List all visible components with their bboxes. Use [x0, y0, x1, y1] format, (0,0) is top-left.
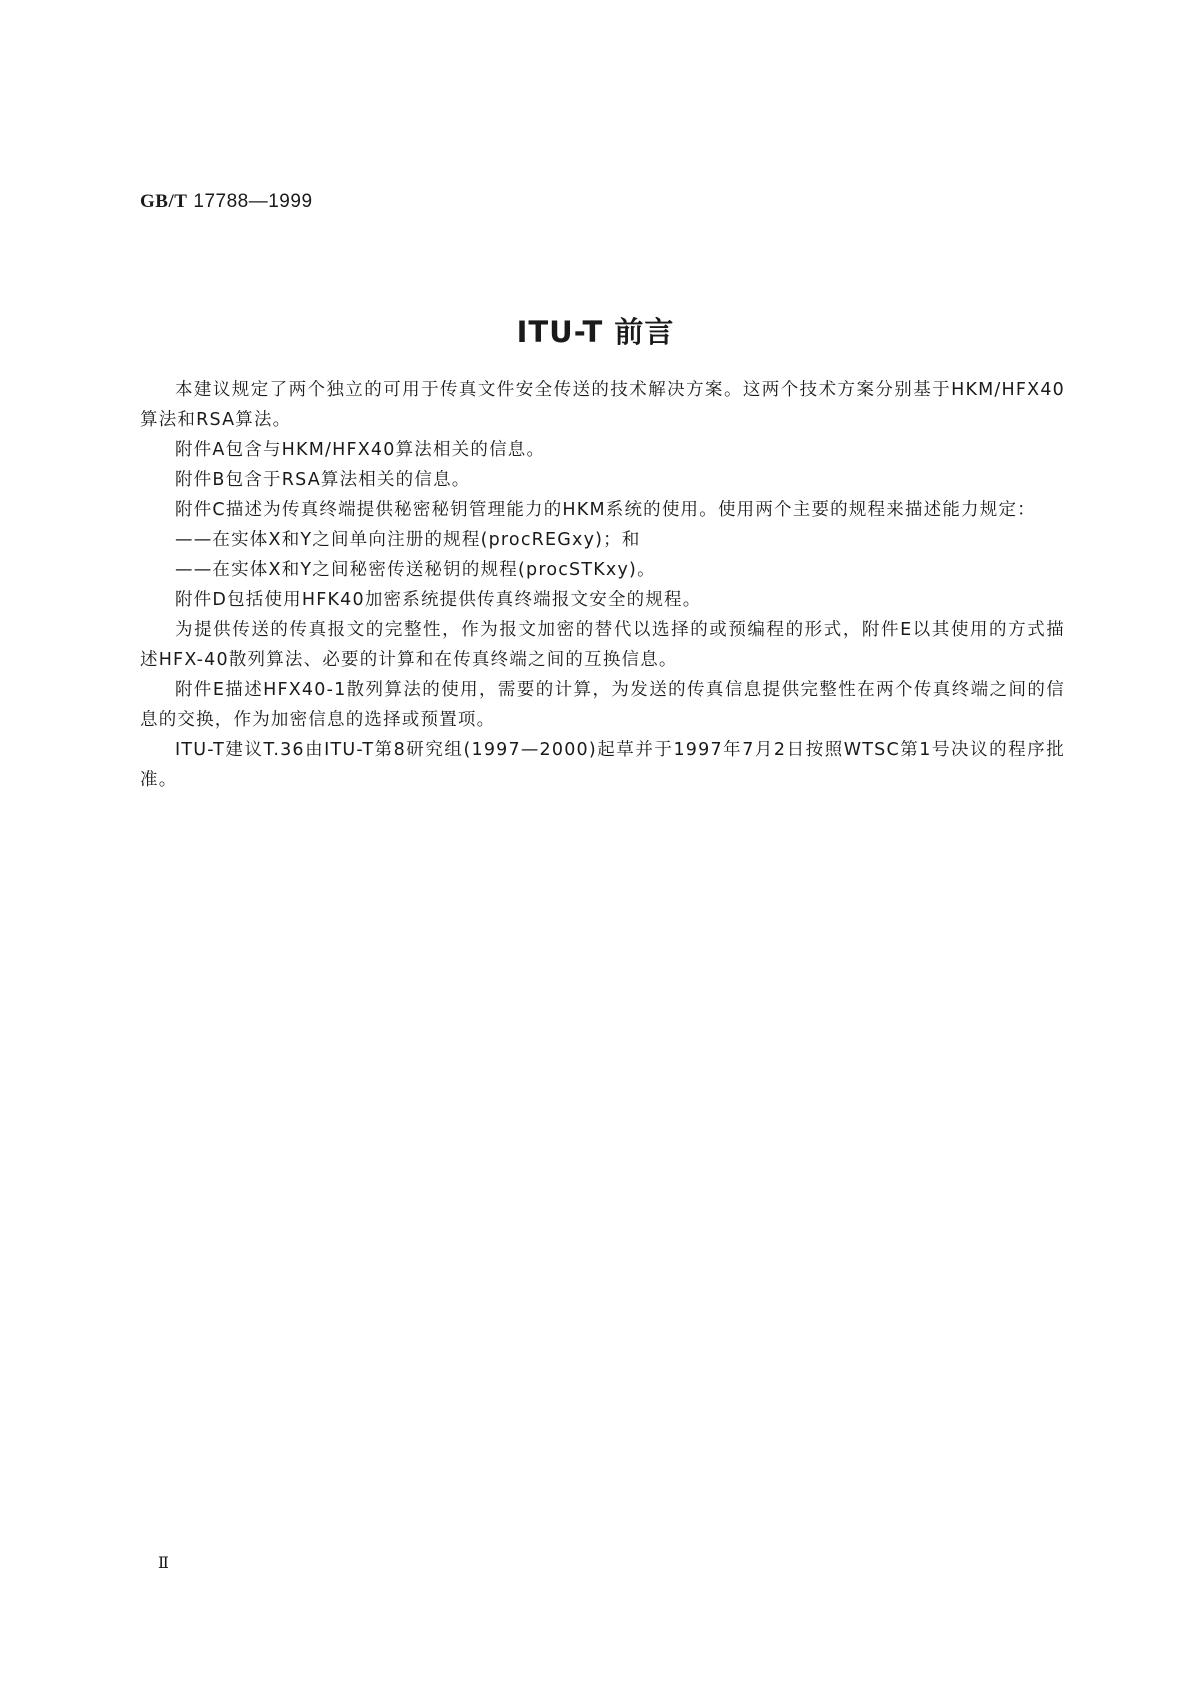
standard-prefix: GB/T	[140, 191, 188, 212]
paragraph: 附件C描述为传真终端提供秘密秘钥管理能力的HKM系统的使用。使用两个主要的规程来描述能力规定：	[175, 500, 1036, 520]
paragraph: 附件A包含与HKM/HFX40算法相关的信息。	[175, 440, 546, 460]
paragraph: 附件B包含于RSA算法相关的信息。	[175, 470, 471, 490]
body-text	[140, 375, 1065, 795]
standard-code	[140, 190, 313, 213]
list-item: ——在实体X和Y之间单向注册的规程(procREGxy)；和	[175, 530, 641, 550]
paragraph: 附件E描述HFX40-1散列算法的使用，需要的计算，为发送的传真信息提供完整性在两个传真终端之间的信息的交换，作为加密信息的选择或预置项。	[140, 680, 1065, 730]
paragraph: 附件D包括使用HFK40加密系统提供传真终端报文安全的规程。	[175, 590, 702, 610]
list-item: ——在实体X和Y之间秘密传送秘钥的规程(procSTKxy)。	[175, 560, 656, 580]
page-title: ITU-T 前言	[516, 315, 675, 349]
page-number: Ⅱ	[158, 1553, 169, 1572]
paragraph: ITU-T建议T.36由ITU-T第8研究组(1997—2000)起草并于1997年7月2日按照WTSC第1号决议的程序批准。	[140, 740, 1065, 790]
paragraph: 为提供传送的传真报文的完整性，作为报文加密的替代以选择的或预编程的形式，附件E以其使用的方式描述HFX-40散列算法、必要的计算和在传真终端之间的互换信息。	[140, 620, 1065, 670]
paragraph: 本建议规定了两个独立的可用于传真文件安全传送的技术解决方案。这两个技术方案分别基于HKM/HFX40算法和RSA算法。	[140, 380, 1065, 430]
standard-number: 17788—1999	[193, 191, 313, 212]
